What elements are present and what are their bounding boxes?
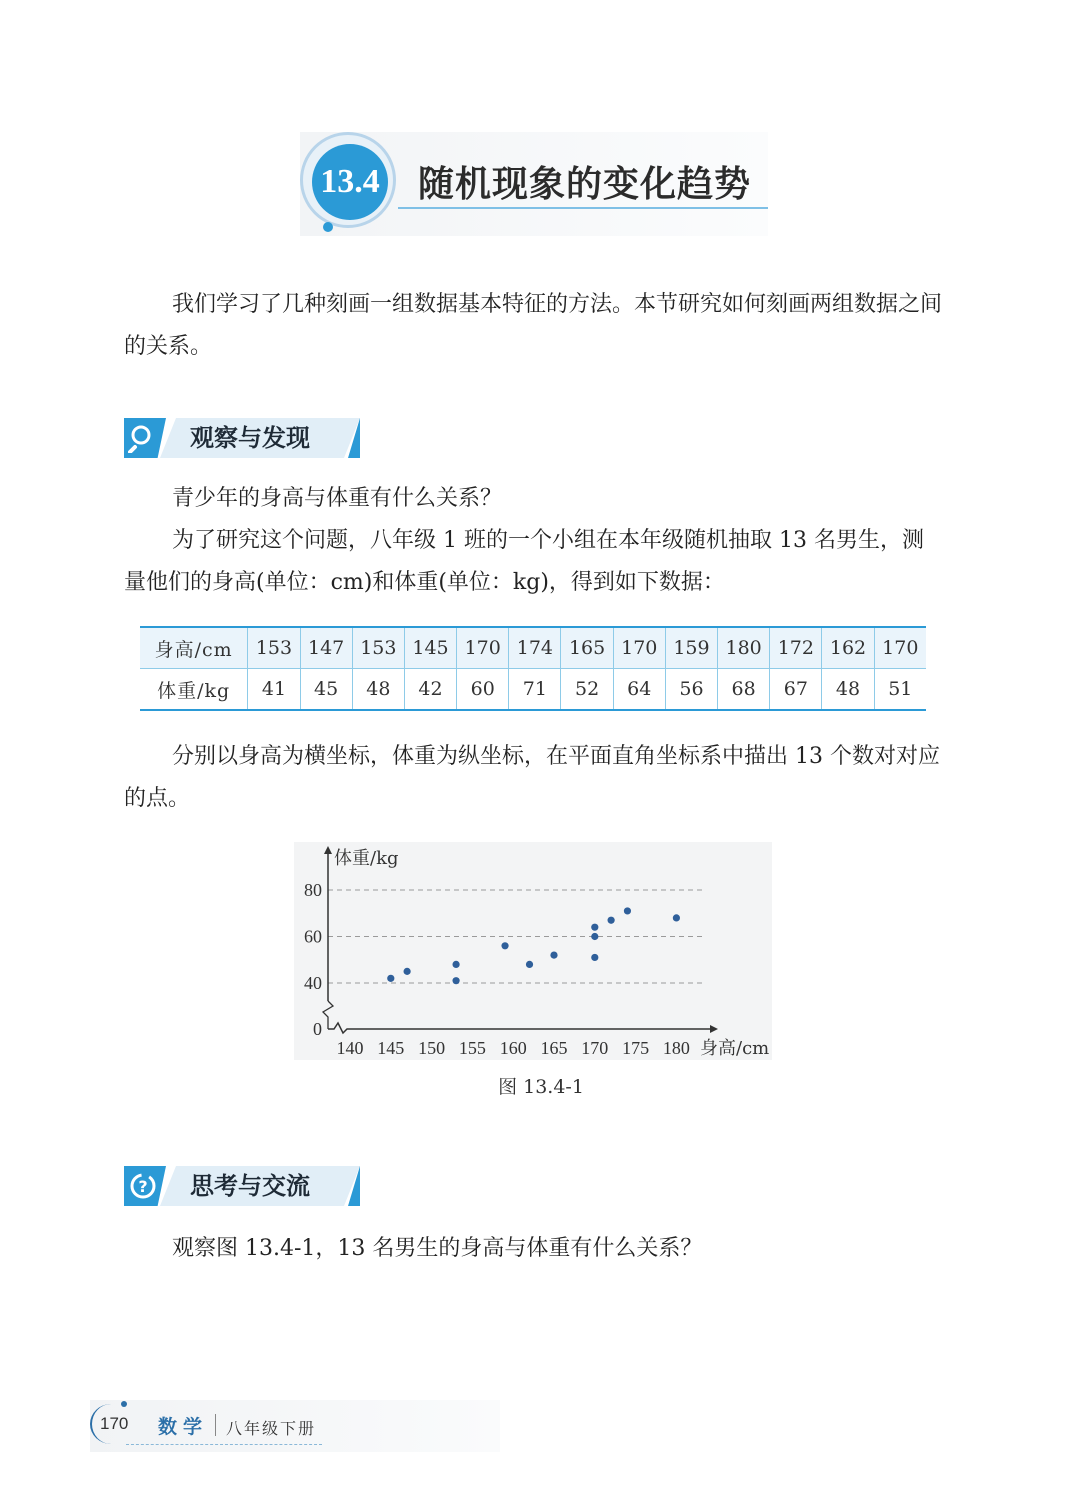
data-point [452, 977, 459, 984]
footer-separator [215, 1414, 216, 1436]
table-cell: 147 [300, 627, 352, 669]
y-tick-label: 80 [304, 880, 322, 900]
y-tick-label: 60 [304, 926, 322, 947]
x-axis [328, 1023, 712, 1033]
data-point [591, 933, 598, 940]
table-cell: 64 [613, 669, 665, 711]
svg-text:?: ? [138, 1177, 148, 1196]
table-cell: 170 [874, 627, 926, 669]
x-axis-arrow [710, 1025, 718, 1033]
section-title: 随机现象的变化趋势 [418, 164, 752, 205]
table-cell: 174 [509, 627, 561, 669]
height-header: 身高/cm [140, 627, 248, 669]
x-tick-label: 165 [540, 1038, 568, 1058]
page-number: 170 [100, 1414, 129, 1433]
table-row-weight [140, 669, 926, 711]
x-axis-label: 身高/cm [700, 1038, 770, 1059]
height-weight-table [140, 626, 926, 711]
table-cell: 67 [770, 669, 822, 711]
table-cell: 68 [718, 669, 770, 711]
footer-dashed-line [126, 1444, 322, 1445]
scatter-chart [294, 842, 772, 1060]
observe-description: 为了研究这个问题，八年级 1 班的一个小组在本年级随机抽取 13 名男生，测量他们的身高(单位：cm)和体重(单位：kg)，得到如下数据： [124, 528, 924, 595]
book-title: 数学 [158, 1416, 209, 1438]
table-cell: 165 [561, 627, 613, 669]
observe-banner-label: 观察与发现 [190, 424, 310, 452]
data-point [608, 917, 615, 924]
x-tick-label: 160 [499, 1038, 527, 1058]
grade-label: 八年级下册 [226, 1419, 317, 1438]
table-row-height [140, 627, 926, 669]
intro-paragraph: 我们学习了几种刻画一组数据基本特征的方法。本节研究如何刻画两组数据之间的关系。 [124, 292, 943, 359]
data-point [591, 954, 598, 961]
discuss-question: 观察图 13.4-1，13 名男生的身高与体重有什么关系？ [172, 1236, 703, 1261]
scatter-chart-panel [294, 842, 772, 1060]
table-cell: 45 [300, 669, 352, 711]
discuss-banner-label: 思考与交流 [190, 1172, 310, 1200]
data-point [550, 952, 557, 959]
table-cell: 170 [457, 627, 509, 669]
table-cell: 71 [509, 669, 561, 711]
data-point [452, 961, 459, 968]
table-cell: 52 [561, 669, 613, 711]
data-point [404, 968, 411, 975]
heading-dot [323, 222, 333, 232]
data-point [526, 961, 533, 968]
y-axis-arrow [324, 846, 332, 854]
data-point [591, 924, 598, 931]
x-tick-label: 170 [581, 1038, 609, 1058]
table-cell: 159 [665, 627, 717, 669]
table-cell: 180 [718, 627, 770, 669]
table-cell: 170 [613, 627, 665, 669]
y-tick-label: 40 [304, 973, 322, 993]
table-cell: 42 [404, 669, 456, 711]
table-cell: 48 [822, 669, 874, 711]
weight-header: 体重/kg [140, 669, 248, 711]
footer-dot [121, 1401, 127, 1407]
heading-underline [398, 207, 768, 209]
x-tick-label: 175 [622, 1038, 650, 1058]
data-point [501, 942, 508, 949]
data-point [673, 914, 680, 921]
table-cell: 60 [457, 669, 509, 711]
table-cell: 153 [248, 627, 300, 669]
table-cell: 172 [770, 627, 822, 669]
data-point [387, 975, 394, 982]
table-cell: 51 [874, 669, 926, 711]
x-tick-label: 150 [418, 1038, 446, 1058]
question-icon [126, 1166, 160, 1206]
figure-caption: 图 13.4-1 [498, 1076, 584, 1098]
table-cell: 162 [822, 627, 874, 669]
table-cell: 41 [248, 669, 300, 711]
data-point [624, 907, 631, 914]
x-tick-label: 180 [662, 1038, 690, 1058]
table-cell: 145 [404, 627, 456, 669]
plot-instruction: 分别以身高为横坐标，体重为纵坐标，在平面直角坐标系中描出 13 个数对对应的点。 [124, 744, 940, 811]
x-tick-label: 140 [336, 1038, 364, 1058]
table-cell: 48 [352, 669, 404, 711]
table-cell: 153 [352, 627, 404, 669]
x-tick-label: 155 [458, 1038, 486, 1058]
y-tick-label: 0 [313, 1019, 322, 1039]
section-number: 13.4 [312, 144, 388, 220]
x-tick-label: 145 [377, 1038, 405, 1058]
table-cell: 56 [665, 669, 717, 711]
magnifier-icon [126, 418, 160, 458]
y-axis-break [323, 1001, 333, 1029]
observe-question: 青少年的身高与体重有什么关系？ [172, 486, 503, 511]
y-axis-label: 体重/kg [334, 848, 399, 869]
